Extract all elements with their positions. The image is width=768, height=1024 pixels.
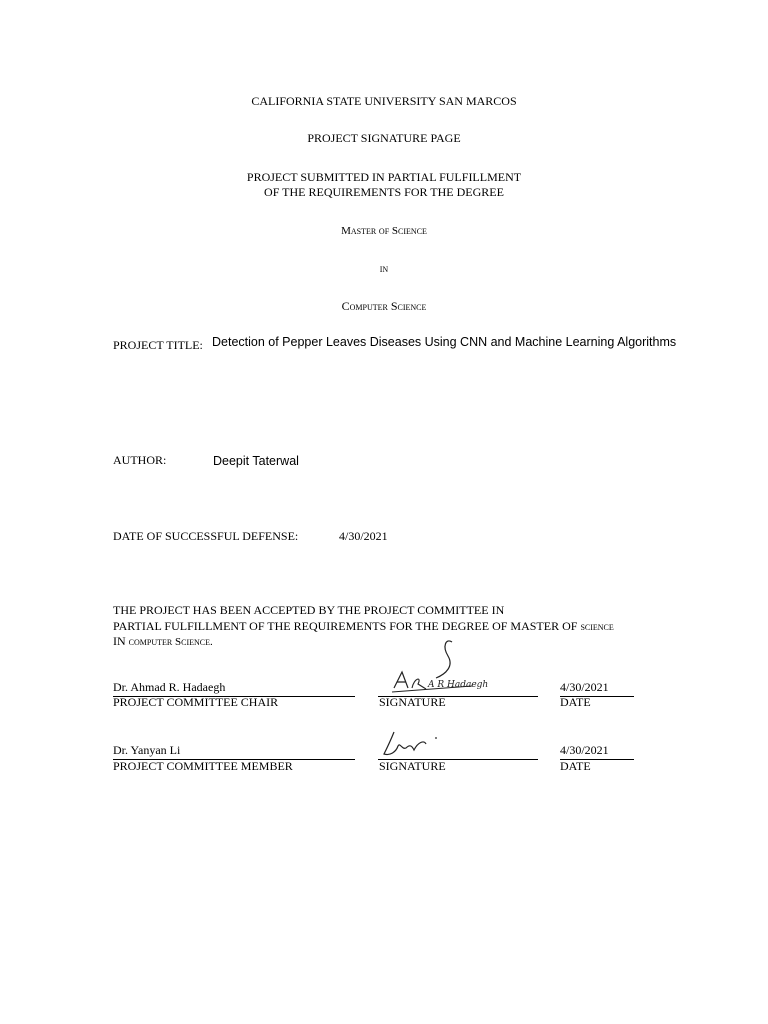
acceptance-line-3-start: IN	[113, 634, 129, 648]
chair-date-label: DATE	[560, 695, 591, 709]
member-date: 4/30/2021	[560, 743, 609, 757]
member-date-label: DATE	[560, 759, 591, 773]
acceptance-line-3-field: computer Science.	[128, 636, 213, 648]
chair-role: PROJECT COMMITTEE CHAIR	[113, 695, 279, 709]
chair-signature-label: SIGNATURE	[379, 695, 446, 709]
university-name: CALIFORNIA STATE UNIVERSITY SAN MARCOS	[251, 94, 517, 108]
project-title-label: PROJECT TITLE:	[113, 338, 203, 352]
member-role: PROJECT COMMITTEE MEMBER	[113, 759, 293, 773]
chair-name: Dr. Ahmad R. Hadaegh	[113, 680, 226, 694]
acceptance-line-1: THE PROJECT HAS BEEN ACCEPTED BY THE PROJECT COMMITTEE IN	[113, 603, 505, 617]
defense-date-label: DATE OF SUCCESSFUL DEFENSE:	[113, 529, 299, 543]
submitted-line-2: OF THE REQUIREMENTS FOR THE DEGREE	[264, 185, 504, 199]
acceptance-line-2	[113, 619, 614, 634]
page-title: PROJECT SIGNATURE PAGE	[307, 131, 461, 145]
author-value: Deepit Taterwal	[213, 454, 299, 468]
chair-signature	[388, 636, 489, 698]
chair-signature-text: A R Hadaegh	[428, 680, 489, 690]
acceptance-line-2-tail: science	[580, 621, 614, 633]
degree-field: Computer Science	[341, 299, 427, 313]
member-signature-label: SIGNATURE	[379, 759, 446, 773]
acceptance-line-3	[113, 634, 213, 649]
author-label: AUTHOR:	[113, 453, 167, 467]
member-signature	[380, 728, 450, 760]
defense-date-value: 4/30/2021	[339, 529, 388, 543]
project-title-value: Detection of Pepper Leaves Diseases Using CNN and Machine Learning Algorithms	[212, 335, 677, 349]
degree-name: Master of Science	[341, 225, 427, 237]
chair-date: 4/30/2021	[560, 680, 609, 694]
degree-in: in	[379, 263, 389, 275]
member-name: Dr. Yanyan Li	[113, 743, 181, 757]
submitted-line-1: PROJECT SUBMITTED IN PARTIAL FULFILLMENT	[246, 170, 522, 184]
acceptance-line-2-main: PARTIAL FULFILLMENT OF THE REQUIREMENTS FOR THE DEGREE OF MASTER OF	[113, 619, 581, 633]
